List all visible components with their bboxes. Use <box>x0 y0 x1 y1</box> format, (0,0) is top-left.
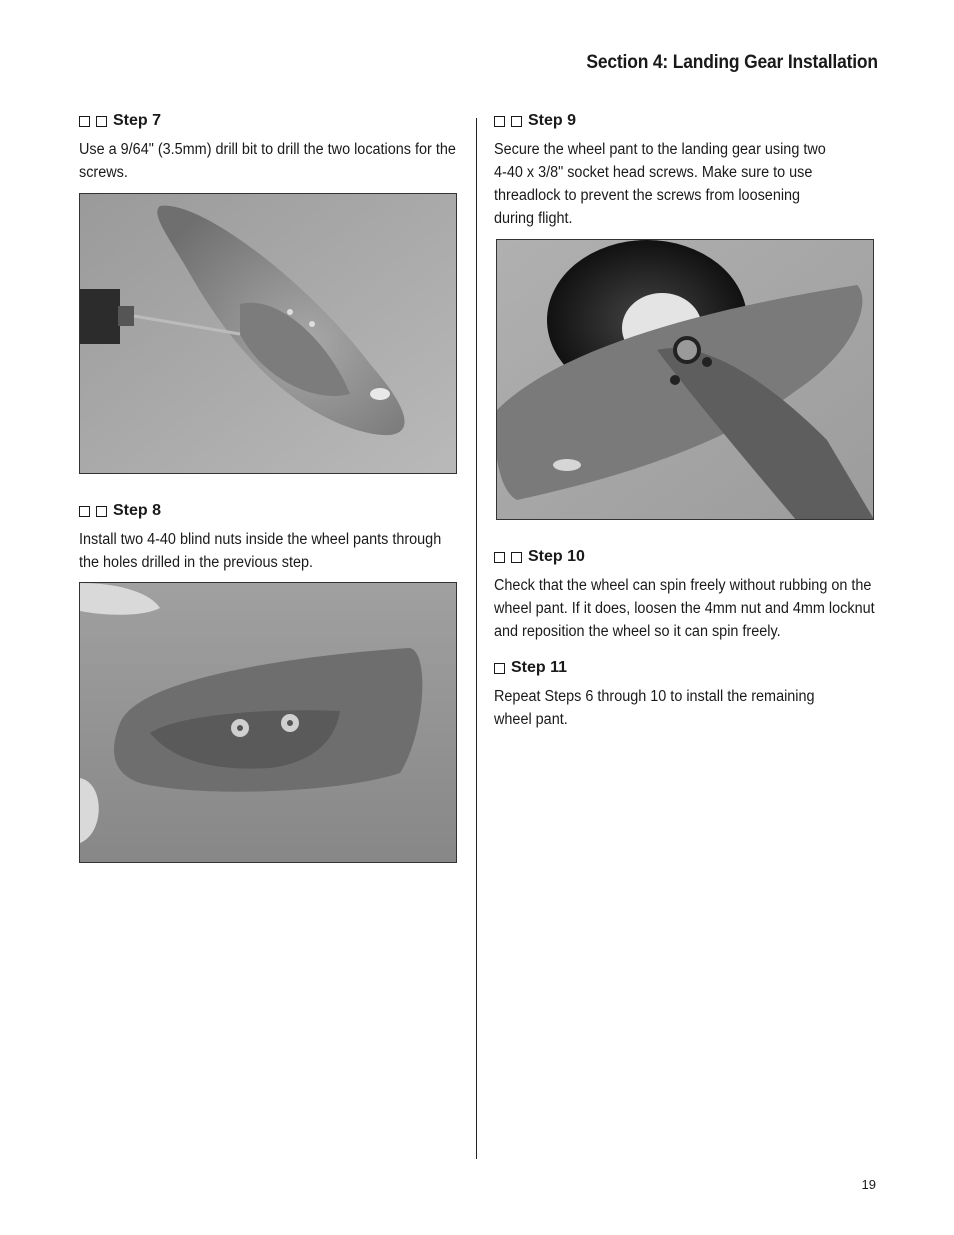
step-11-text: Repeat Steps 6 through 10 to install the remaining wheel pant. <box>494 688 815 728</box>
checkbox-icon[interactable] <box>494 663 505 674</box>
step-7-photo <box>79 193 457 474</box>
checkbox-icon[interactable] <box>511 552 522 563</box>
step-11-title: Step 11 <box>511 659 568 676</box>
step-8-heading <box>79 500 461 522</box>
page-number: 19 <box>861 1177 876 1192</box>
checkbox-icon[interactable] <box>494 116 505 127</box>
step-8-title: Step 8 <box>113 502 162 519</box>
column-divider <box>476 118 477 1159</box>
step-11-heading <box>494 657 876 679</box>
step-8-photo <box>79 582 457 863</box>
step-7-heading <box>79 110 461 132</box>
checkbox-icon[interactable] <box>511 116 522 127</box>
left-column <box>79 110 461 863</box>
step-10-title: Step 10 <box>528 548 585 565</box>
step-10-text: Check that the wheel can spin freely without rubbing on the wheel pant. If it does, loosen the 4mm nut and 4mm locknut and reposition the wheel so it can spin freely. <box>494 577 875 640</box>
step-8-text: Install two 4-40 blind nuts inside the wheel pants through the holes drilled in the previous step. <box>79 531 442 571</box>
step-10-heading <box>494 546 876 568</box>
step-9-text: Secure the wheel pant to the landing gear using two 4-40 x 3/8" socket head screws. Make sure to use threadlock to prevent the screws from loosening during flight. <box>494 141 826 227</box>
step-9-heading <box>494 110 876 132</box>
step-9-photo <box>496 239 874 520</box>
wheel-pant-mounted-image <box>497 240 874 520</box>
checkbox-icon[interactable] <box>96 506 107 517</box>
right-column <box>494 110 876 731</box>
checkbox-icon[interactable] <box>79 506 90 517</box>
checkbox-icon[interactable] <box>494 552 505 563</box>
section-title: Section 4: Landing Gear Installation <box>586 52 878 73</box>
step-9-title: Step 9 <box>528 112 577 129</box>
drill-wheel-pant-image <box>80 194 457 474</box>
checkbox-icon[interactable] <box>79 116 90 127</box>
checkbox-icon[interactable] <box>96 116 107 127</box>
blind-nuts-image <box>80 583 457 863</box>
step-7-title: Step 7 <box>113 112 162 129</box>
step-7-text: Use a 9/64" (3.5mm) drill bit to drill the two locations for the screws. <box>79 141 456 181</box>
